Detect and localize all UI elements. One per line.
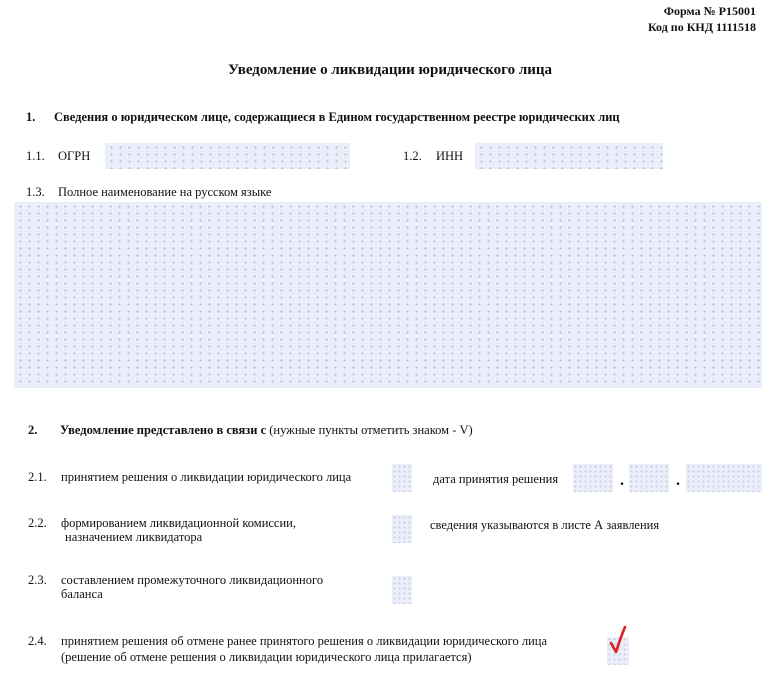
full-name-label: Полное наименование на русском языке: [58, 185, 272, 199]
knd-code: Код по КНД 1111518: [647, 20, 756, 34]
form-number: Форма № Р15001: [663, 4, 756, 18]
full-name-number: 1.3.: [26, 185, 45, 199]
item-2-4-text-line2: (решение об отмене решения о ликвидации юридического лица прилагается): [61, 650, 472, 664]
ogrn-label: ОГРН: [58, 149, 91, 163]
item-2-3-text-line1: составлением промежуточного ликвидационного: [61, 573, 324, 587]
item-2-1-number: 2.1.: [28, 470, 47, 484]
item-2-2-number: 2.2.: [28, 516, 47, 530]
inn-label: ИНН: [436, 149, 464, 163]
item-2-1-text: принятием решения о ликвидации юридического лица: [61, 470, 352, 484]
item-2-3-checkbox[interactable]: [392, 576, 412, 604]
item-2-2-text-line1: формированием ликвидационной комиссии,: [61, 516, 296, 530]
section1-title: Сведения о юридическом лице, содержащиеся в Едином государственном реестре юридических лиц: [54, 110, 620, 124]
decision-date-year[interactable]: [686, 464, 762, 492]
date-separator: .: [620, 472, 624, 489]
item-2-2-text-line2: назначением ликвидатора: [65, 530, 203, 544]
item-2-2-note: сведения указываются в листе А заявления: [430, 518, 660, 532]
full-name-field[interactable]: [14, 202, 762, 388]
date-separator: .: [676, 472, 680, 489]
section2-number: 2.: [28, 423, 38, 437]
item-2-2-checkbox[interactable]: [392, 515, 412, 543]
section2-title: [60, 423, 473, 438]
ogrn-number: 1.1.: [26, 149, 45, 163]
section1-number: 1.: [26, 110, 36, 124]
document-title: Уведомление о ликвидации юридического лица: [227, 62, 553, 78]
inn-field[interactable]: [475, 143, 663, 169]
item-2-4-text-line1: принятием решения об отмене ранее принятого решения о ликвидации юридического лица: [61, 634, 548, 648]
item-2-3-number: 2.3.: [28, 573, 47, 587]
section2-title-bold: Уведомление представлено в связи с: [60, 423, 267, 437]
section2-title-note: (нужные пункты отметить знаком - V): [269, 423, 473, 437]
item-2-3-text-line2: баланса: [61, 587, 103, 601]
decision-date-day[interactable]: [573, 464, 613, 492]
item-2-4-number: 2.4.: [28, 634, 47, 648]
item-2-4-checkbox[interactable]: [607, 637, 629, 665]
ogrn-field[interactable]: [105, 143, 350, 169]
decision-date-label: дата принятия решения: [433, 472, 559, 486]
decision-date-month[interactable]: [629, 464, 669, 492]
item-2-1-checkbox[interactable]: [392, 464, 412, 492]
inn-number: 1.2.: [403, 149, 422, 163]
checkmark-icon: [606, 624, 632, 658]
